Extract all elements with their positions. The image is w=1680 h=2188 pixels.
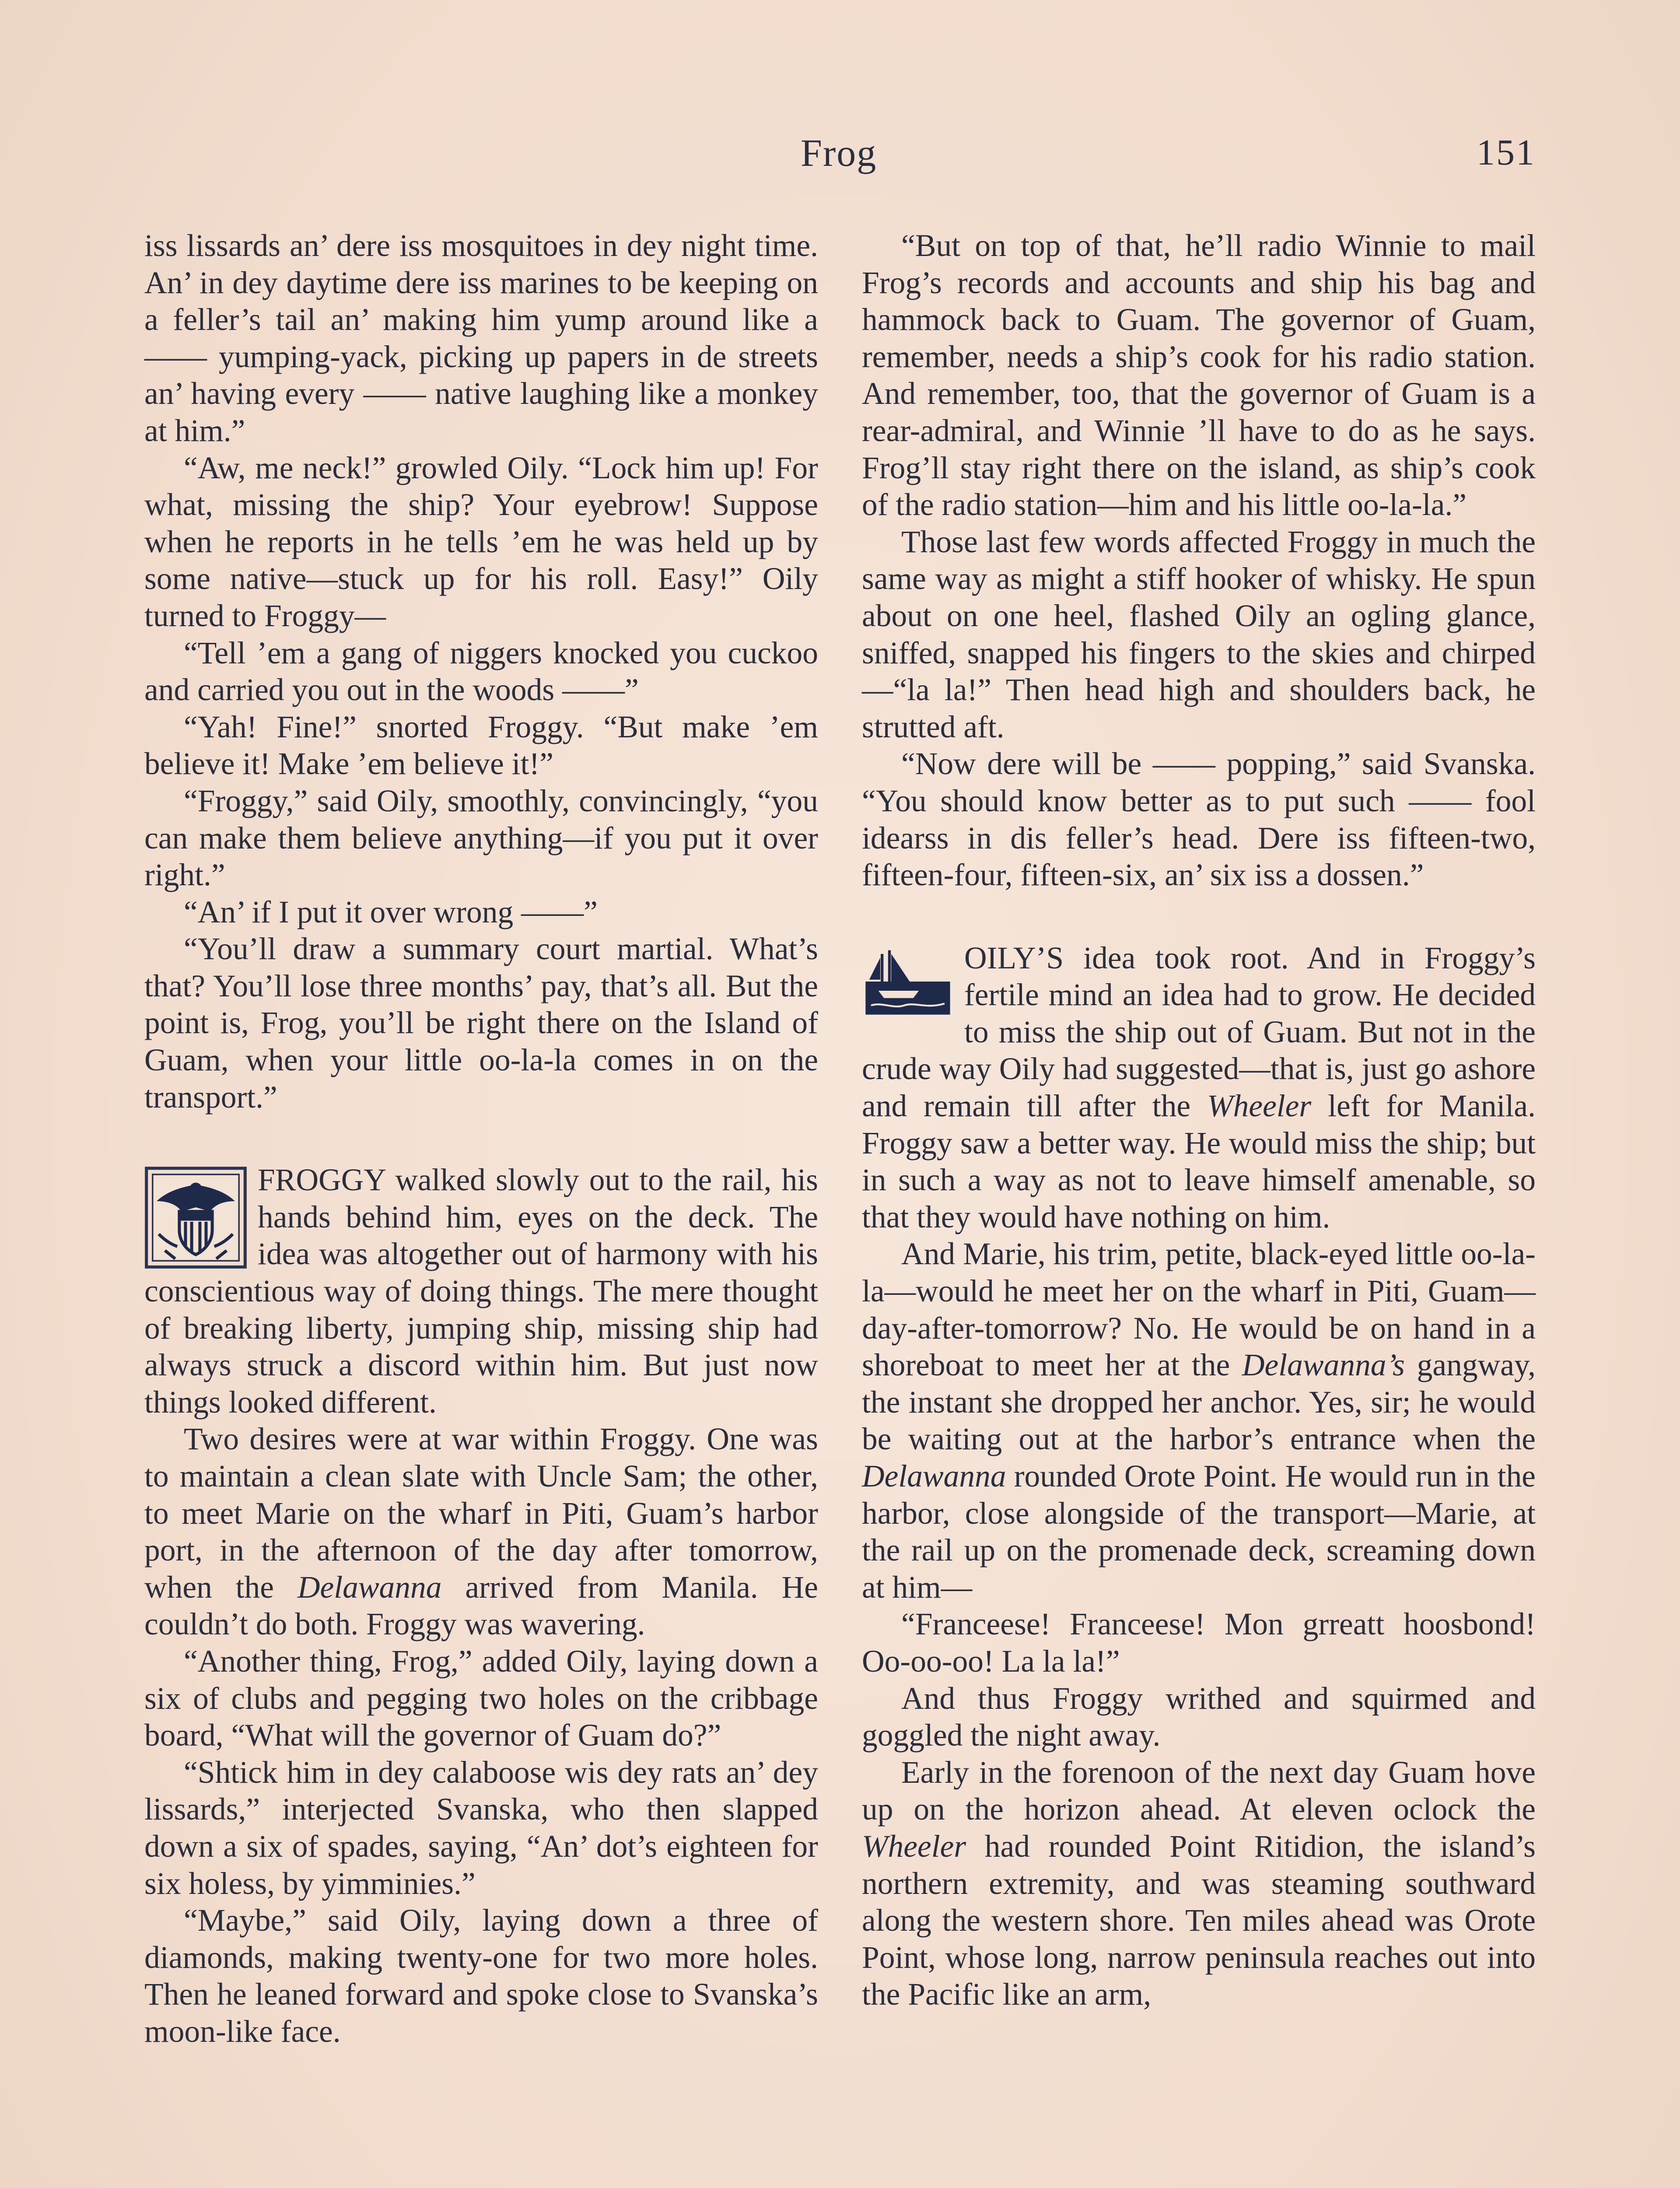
section-paragraph xyxy=(862,940,1536,1236)
paragraph: “Maybe,” said Oily, laying down a three of diamonds, making twenty-one for two more holes. Then he leaned forward and spoke close to Svanska’s moon-like face. xyxy=(144,1903,818,2049)
ship-name: Wheeler xyxy=(862,1829,966,1864)
paragraph: “Yah! Fine!” snorted Froggy. “But make ’em believe it! Make ’em believe it!” xyxy=(144,709,818,782)
paragraph: iss lissards an’ dere iss mosquitoes in dey night time. An’ in dey daytime dere iss marines to be keeping on a feller’s tail an’ making him yump around like a —— yumping-yack, picking up papers in de streets an’ having every —— native laughing like a monkey at him.” xyxy=(144,228,818,448)
section-paragraph xyxy=(144,1162,818,1421)
paragraph: Those last few words affected Froggy in much the same way as might a stiff hooker of whisky. He spun about on one heel, flashed Oily an ogling glance, sniffed, snapped his fingers to the skies and chirped —“la la!” Then head high and shoulders back, he strutted aft. xyxy=(862,524,1536,744)
paragraph: “Another thing, Frog,” added Oily, laying down a six of clubs and pegging two holes on the cribbage board, “What will the governor of Guam do?” xyxy=(144,1644,818,1753)
paragraph: “Tell ’em a gang of niggers knocked you cuckoo and carried you out in the woods ——” xyxy=(144,635,818,708)
page-number: 151 xyxy=(1477,132,1536,173)
paragraph: “Aw, me neck!” growled Oily. “Lock him up! For what, missing the ship? Your eyebrow! Suppose when he reports in he tells ’em he was held up by some native—stuck up for his roll. Easy!” Oily turned to Froggy— xyxy=(144,450,818,633)
paragraph xyxy=(862,1236,1536,1606)
ship-name: Delawanna xyxy=(862,1459,1006,1494)
paragraph-text: arrived from Manila. He couldn’t do both. Froggy was wavering. xyxy=(144,1570,818,1642)
paragraph: “But on top of that, he’ll radio Winnie to mail Frog’s records and accounts and ship his bag and hammock back to Guam. The governor of Guam, remember, needs a ship’s cook for his radio station. And remember, too, that the governor of Guam is a rear-admiral, and Winnie ’ll have to do as he says. Frog’ll stay right there on the island, as ship’s cook of the radio station—him and his little oo-la-la.” xyxy=(862,228,1536,522)
sailing-ship-icon xyxy=(862,944,954,1019)
paragraph-text: And Marie, his trim, petite, black-eyed little oo-la-la—would he meet her on the wharf in Piti, Guam—day-after-tomorrow? No. He would be on hand in a shoreboat to meet her at the xyxy=(862,1237,1536,1383)
paragraph xyxy=(862,1754,1536,2013)
ship-name: Delawanna’s xyxy=(1242,1348,1405,1383)
paragraph-text: Early in the forenoon of the next day Guam hove up on the horizon ahead. At eleven oclock the xyxy=(862,1755,1536,1827)
paragraph: “Franceese! Franceese! Mon grreatt hoosbond! Oo-oo-oo! La la la!” xyxy=(862,1607,1536,1679)
paragraph: “Froggy,” said Oily, smoothly, convincingly, “you can make them believe anything—if you put it over right.” xyxy=(144,783,818,893)
right-column xyxy=(862,228,1536,2013)
paragraph-text: gangway, the instant she dropped her anchor. Yes, sir; he would be waiting out at the harbor’s entrance when the xyxy=(862,1348,1536,1457)
paragraph: “Shtick him in dey calaboose wis dey rats an’ dey lissards,” interjected Svanska, who then slapped down a six of spades, saying, “An’ dot’s eighteen for six holess, by yimminies.” xyxy=(144,1755,818,1901)
ship-name: Wheeler xyxy=(1207,1089,1312,1124)
paragraph-text: OILY’S idea took root. And in Froggy’s fertile mind an idea had to grow. He decided to miss the ship out of Guam. But not in the crude way Oily had suggested—that is, just go ashore and remain till after the xyxy=(862,940,1536,1124)
eagle-shield-icon xyxy=(144,1166,247,1269)
ship-name: Delawanna xyxy=(297,1570,442,1605)
paragraph-text: left for Manila. Froggy saw a better way. He would miss the ship; but in such a way as not to leave himself amenable, so that they would have nothing on him. xyxy=(862,1089,1536,1234)
paragraph-text: FROGGY walked slowly out to the rail, his hands behind him, eyes on the deck. The idea was altogether out of harmony with his conscientious way of doing things. The mere thought of breaking liberty, jumping ship, missing ship had always struck a discord within him. But just now things looked different. xyxy=(144,1163,818,1420)
paragraph: “An’ if I put it over wrong ——” xyxy=(184,894,598,929)
paragraph-text: had rounded Point Ritidion, the island’s northern extremity, and was steaming southward along the western shore. Ten miles ahead was Orote Point, whose long, narrow peninsula reaches out into the Pacific like an arm, xyxy=(862,1829,1536,2012)
left-column xyxy=(144,228,818,2051)
paragraph-text: Two desires were at war within Froggy. One was to maintain a clean slate with Uncle Sam; the other, to meet Marie on the wharf in Piti, Guam’s harbor port, in the afternoon of the day after tomorrow, when the xyxy=(144,1422,818,1605)
paragraph-text: rounded Orote Point. He would run in the harbor, close alongside of the transport—Marie, at the rail up on the promenade deck, screaming down at him— xyxy=(862,1459,1536,1605)
paragraph: “Now dere will be —— popping,” said Svanska. “You should know better as to put such —— fool idearss in dis feller’s head. Dere iss fifteen-two, fifteen-four, fifteen-six, an’ six iss a dossen.” xyxy=(862,747,1536,893)
paragraph: And thus Froggy writhed and squirmed and goggled the night away. xyxy=(862,1681,1536,1753)
paragraph: “You’ll draw a summary court martial. What’s that? You’ll lose three months’ pay, that’s all. But the point is, Frog, you’ll be right there on the Island of Guam, when your little oo-la-la comes in on the transport.” xyxy=(144,932,818,1115)
running-head-title: Frog xyxy=(801,132,877,175)
paragraph xyxy=(144,1421,818,1643)
